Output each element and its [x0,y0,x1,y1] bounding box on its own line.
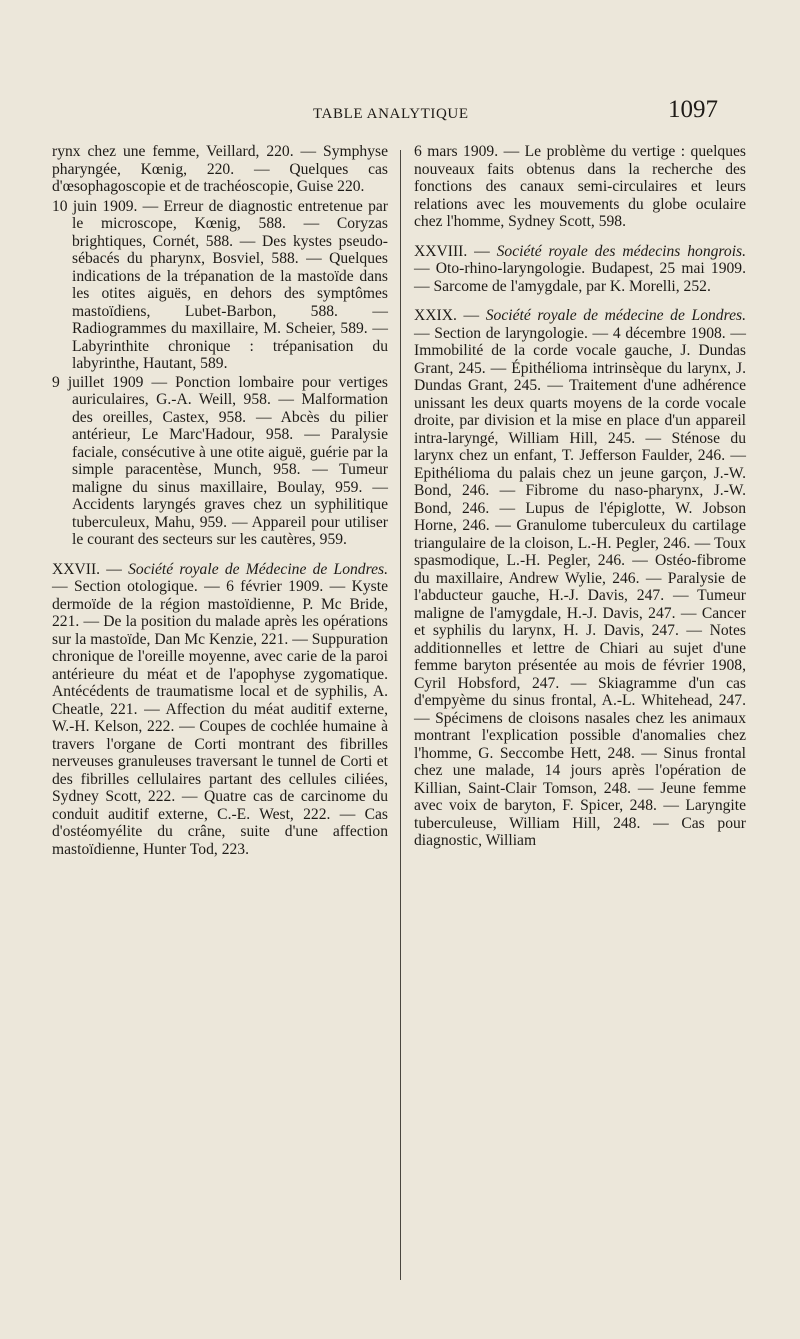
left-column [52,143,388,870]
society-name: Société royale de Médecine de Londres. [128,560,388,578]
society-name: Société royale de médecine de Londres. [485,307,746,324]
page-header [0,96,800,136]
entry-text: 10 juin 1909. — Erreur de diagnostic entretenue par le microscope, Kœnig, 588. — Coryzas brightiques, Cornét, 588. — Des kystes pseudo-sébacés du pharynx, Bosviel, 588. — Quelques indications de la trépanation de la mastoïde dans les otites aiguës, en dehors des symptômes mastoïdiens, Lubet-Barbon, 588. — Radiogrammes du maxillaire, M. Scheier, 589. — Labyrinthite chronique : trépanisation du labyrinthe, Hautant, 589. [52,197,388,372]
page-number: 1097 [668,96,718,123]
entry-text: 9 juillet 1909 — Ponction lombaire pour vertiges auriculaires, G.-A. Weill, 958. — Malformation des oreilles, Castex, 958. — Abcès du pilier antérieur, Le Marc'Hadour, 958. — Paralysie faciale, consécutive à une otite aiguë, guérie par la simple paracentèse, Munch, 958. — Tumeur maligne du sinus maxillaire, Boulay, 959. — Accidents laryngés graves chez un syphilitique tuberculeux, Mahu, 959. — Appareil pour utiliser le courant des secteurs sur les cautères, 959. [52,373,388,548]
index-entry [414,307,746,850]
entry-heading: XXVII. — [52,560,129,578]
index-entry [414,143,746,231]
entry-text: — Section de laryngologie. — 4 décembre 1908. — Immobilité de la corde vocale gauche, J. Dundas Grant, 245. — Épithélioma intrinsèque du larynx, J. Dundas Grant, 245. — Traitement d'une adhérence unissant les deux quarts moyens de la corde vocale droite, par division et la mise en place d'un appareil intra-laryngé, William Hill, 245. — Sténose du larynx chez un enfant, T. Jefferson Faulder, 246. — Epithélioma du palais chez un jeune garçon, J.-W. Bond, 246. — Fibrome du naso-pharynx, J.-W. Bond, 246. — Lupus de l'épiglotte, W. Jobson Horne, 246. — Granulome tuberculeux du cartilage triangulaire de la cloison, L.-H. Pegler, 246. — Toux spasmodique, L.-H. Pegler, 246. — Ostéo-fibrome du maxillaire, Andrew Wylie, 246. — Paralysie de l'abducteur gauche, H.-J. Davis, 247. — Tumeur maligne de l'amygdale, H.-J. Davis, 247. — Cancer et syphilis du larynx, H. J. Davis, 247. — Notes additionnelles et lettre de Chiari au sujet d'une femme baryton présentée au mois de février 1908, Cyril Hobsford, 247. — Skiagramme d'un cas d'empyème du sinus frontal, A.-L. Whitehead, 247. — Spécimens de cloisons nasales chez les animaux montrant l'explication possible d'anomalies chez l'homme, G. Seccombe Hett, 248. — Sinus frontal chez une malade, 14 jours après l'opération de Killian, Saint-Clair Tomson, 248. — Jeune femme avec voix de baryton, F. Spicer, 248. — Laryngite tuberculeuse, William Hill, 248. — Cas pour diagnostic, William [414,324,746,849]
index-entry [52,198,388,373]
index-entry [52,143,388,196]
entry-text: — Section otologique. — 6 février 1909. — Kyste dermoïde de la région mastoïdienne, P. Mc Bride, 221. — De la position du malade après les opérations sur la mastoïde, Dan Mc Kenzie, 221. — Suppuration chronique de l'oreille moyenne, avec carie de la paroi antérieure du méat et de l'apophyse zygomatique. Antécédents de traumatisme local et de syphilis, A. Cheatle, 221. — Affection du méat auditif externe, W.-H. Kelson, 222. — Coupes de cochlée humaine à travers l'organe de Corti montrant des fibrilles nerveuses granuleuses traversant le tunnel de Corti et des fibrilles cellulaires partant des cellules ciliées, Sydney Scott, 222. — Quatre cas de carcinome du conduit auditif externe, C.-E. West, 222. — Cas d'ostéomyélite du crâne, suite d'une affection mastoïdienne, Hunter Tod, 223. [52,578,388,858]
index-entry [414,243,746,296]
entry-heading: XXVIII. — [414,242,497,260]
running-title: TABLE ANALYTIQUE [313,106,469,122]
right-column [414,143,746,862]
entry-text: rynx chez une femme, Veillard, 220. — Symphyse pharyngée, Kœnig, 220. — Quelques cas d'œsophagoscopie et de trachéoscopie, Guise 220. [52,143,388,195]
column-divider [400,150,401,1280]
entry-heading: XXIX. — [414,307,486,324]
entry-text: 6 mars 1909. — Le problème du vertige : quelques nouveaux faits obtenus dans la recherche des fonctions des canaux semi-circulaires et leurs relations avec les mouvements du globe oculaire chez l'homme, Sydney Scott, 598. [414,143,746,230]
society-name: Société royale des médecins hongrois. [496,242,746,260]
index-entry [52,561,388,859]
index-entry [52,374,388,549]
entry-text: — Oto-rhino-laryngologie. Budapest, 25 mai 1909. — Sarcome de l'amygdale, par K. Morelli, 252. [414,260,746,295]
